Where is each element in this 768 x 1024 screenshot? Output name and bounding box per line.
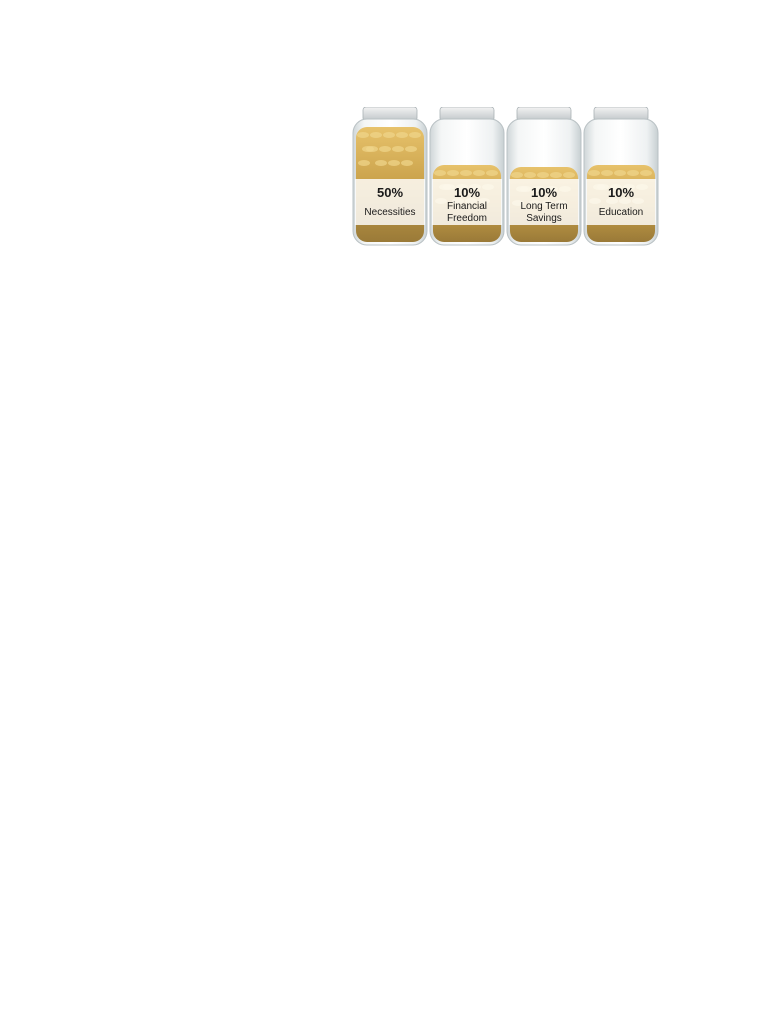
jar-label: Financial — [446, 201, 488, 212]
table-row — [0, 553, 320, 572]
jar-percent: 10% — [530, 185, 558, 200]
table-row — [0, 292, 320, 311]
table-row — [0, 683, 320, 702]
table-row — [0, 310, 320, 329]
table-row — [0, 627, 320, 646]
table-row — [0, 534, 320, 553]
table-row — [0, 758, 320, 777]
table-row — [0, 515, 320, 534]
jar — [507, 107, 581, 245]
table-row — [0, 702, 320, 721]
table-row — [0, 497, 320, 516]
table-row — [0, 143, 320, 162]
table-row — [0, 329, 320, 348]
table-row — [0, 68, 320, 87]
table-row — [0, 739, 320, 758]
jar-label: Freedom — [446, 213, 488, 224]
table-row — [0, 646, 320, 665]
table-row — [0, 441, 320, 460]
table-row — [0, 459, 320, 478]
table-row — [0, 385, 320, 404]
jar — [430, 107, 504, 245]
table-row — [0, 665, 320, 684]
table-row — [0, 161, 320, 180]
jar-percent: 10% — [607, 185, 635, 200]
table-row — [0, 124, 320, 143]
table-row — [0, 571, 320, 590]
table-row — [0, 180, 320, 199]
jar — [584, 107, 658, 245]
table-row — [0, 795, 320, 814]
table-row — [0, 105, 320, 124]
table-row — [0, 404, 320, 423]
savings-jars-image — [351, 107, 666, 248]
table-row — [0, 888, 320, 907]
table-row — [0, 87, 320, 106]
jar-label: Long Term — [520, 201, 568, 212]
table-row — [0, 198, 320, 217]
table-row — [0, 870, 320, 889]
table-row — [0, 348, 320, 367]
table-row — [0, 217, 320, 236]
jar-label: Education — [598, 207, 644, 218]
table-row — [0, 720, 320, 739]
table-row — [0, 851, 320, 870]
table-row — [0, 925, 320, 944]
coin-jars-illustration — [351, 107, 666, 248]
table-row — [0, 422, 320, 441]
table-row — [0, 907, 320, 926]
jar-label: Necessities — [364, 207, 416, 218]
table-row — [0, 254, 320, 273]
table-row — [0, 609, 320, 628]
table-row — [0, 776, 320, 795]
jar-percent: 10% — [453, 185, 481, 200]
jar-label: Savings — [526, 213, 562, 224]
table-row — [0, 478, 320, 497]
table-row — [0, 366, 320, 385]
table-row — [0, 832, 320, 851]
jar-percent: 50% — [376, 185, 404, 200]
savings-spreadsheet — [0, 68, 320, 944]
table-row — [0, 590, 320, 609]
table-row — [0, 814, 320, 833]
table-row — [0, 236, 320, 255]
table-row — [0, 273, 320, 292]
jar — [353, 107, 427, 245]
